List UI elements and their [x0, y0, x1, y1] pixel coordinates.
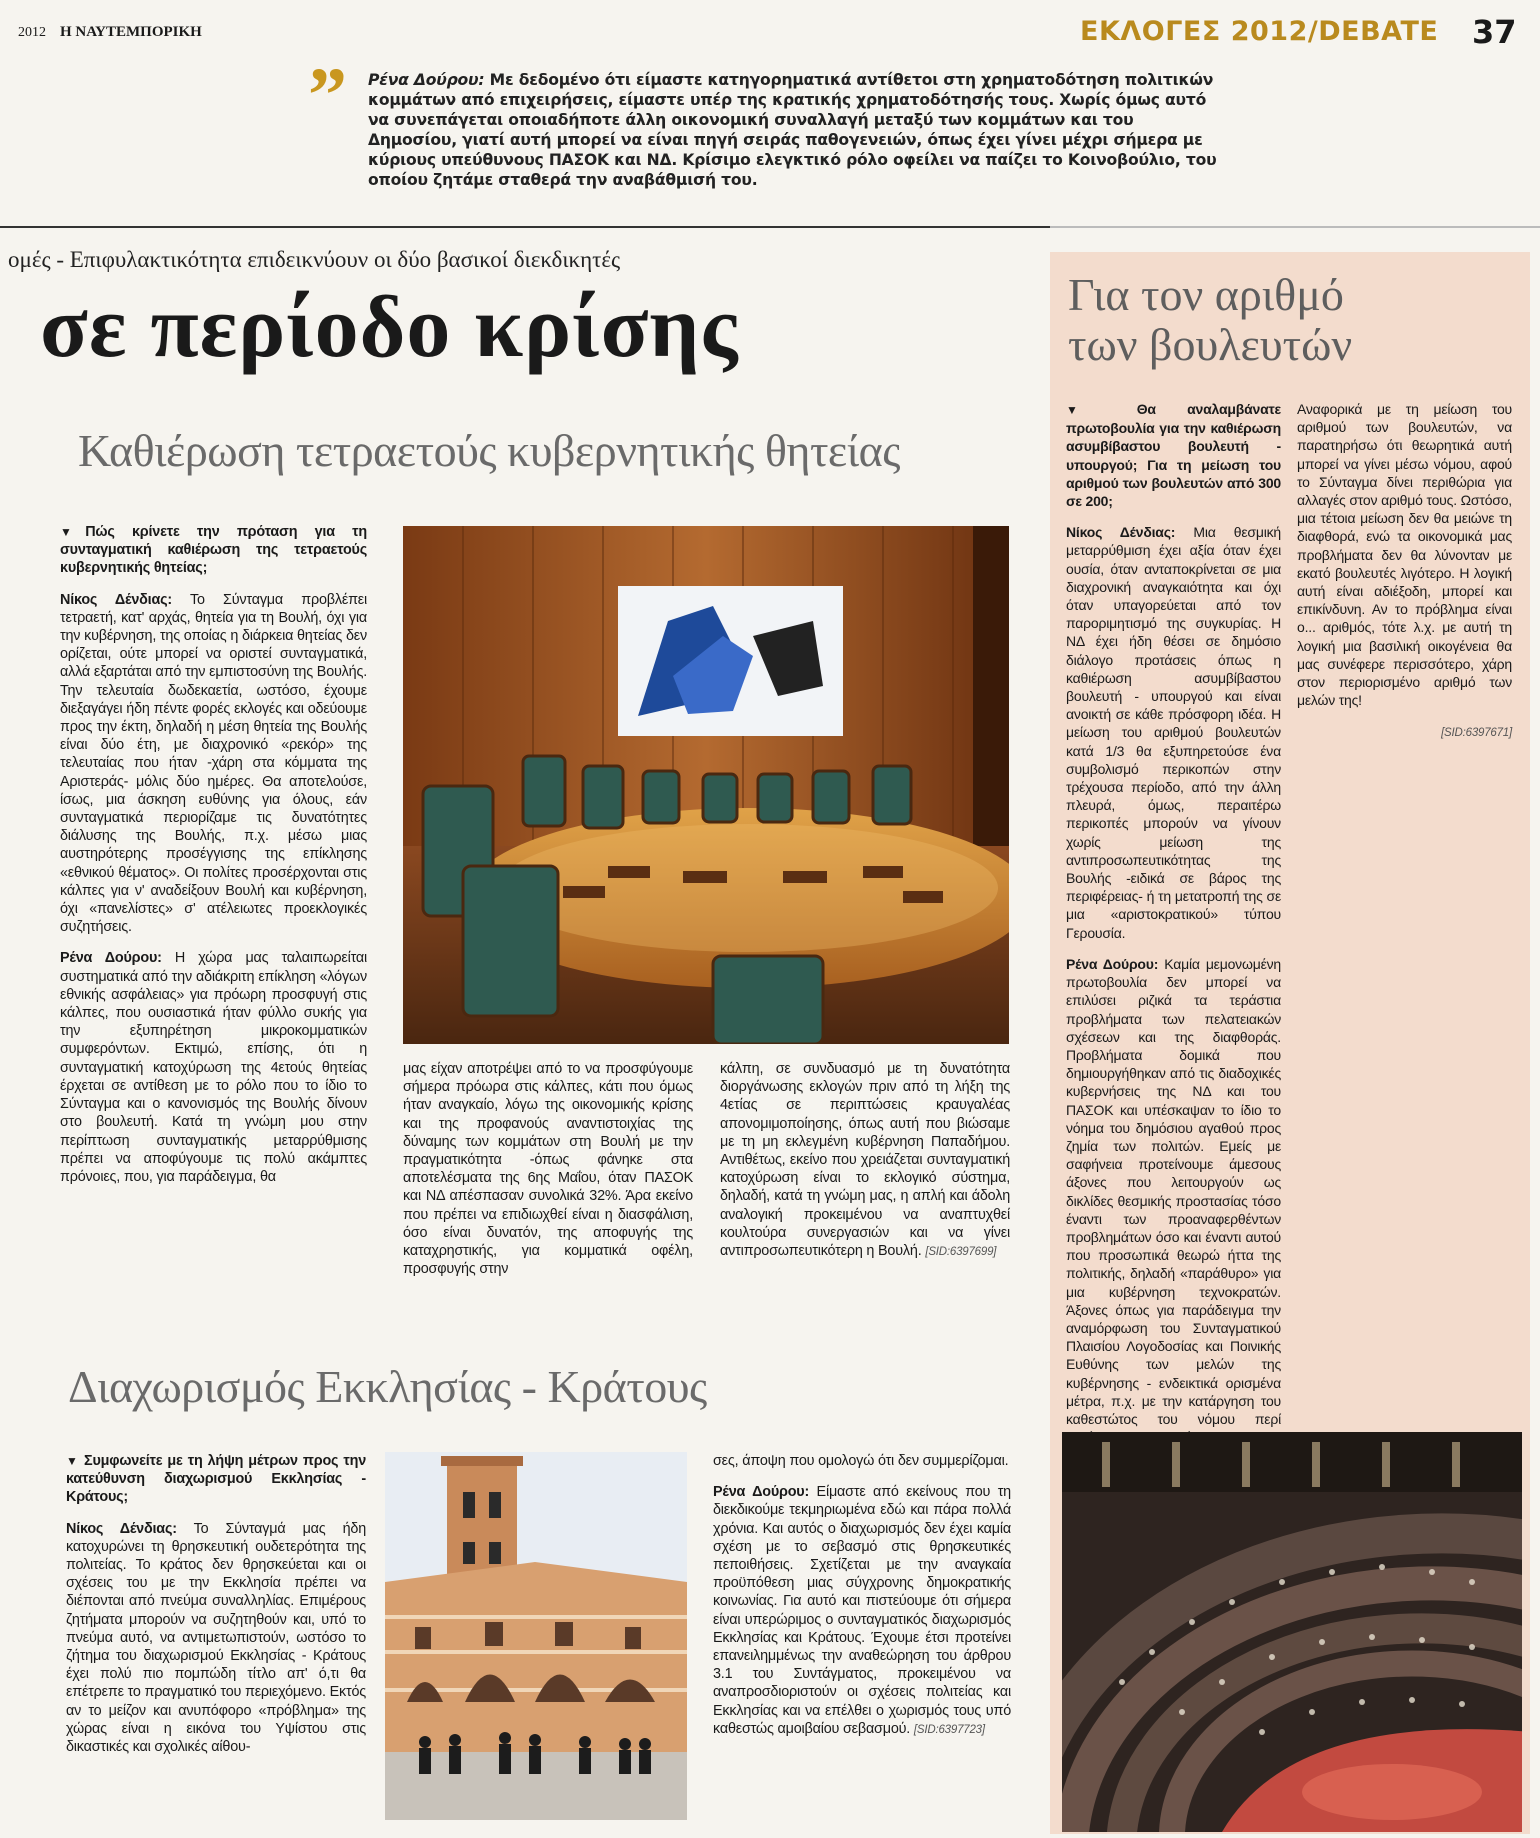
header-paper-name: Η ΝΑΥΤΕΜΠΟΡΙΚΗ [60, 24, 202, 40]
sidebar-box [1050, 252, 1530, 1834]
question-marker-icon: ▼ [66, 1454, 79, 1468]
answer-text: Αναφορικά με τη μείωση του αριθμού των βουλευτών, να παρατηρήσω ότι θεωρητικά αυτή μπορεί να γίνει μέσω νόμου, αφού το Σύνταγμα δίνει περιθώρια για αλλαγές στον αριθμό τους. Ωστόσο, μια τέτοια μείωση δεν θα μειώνε τη διαφθορά, ενώ τα οικονομικά μας προβλήματα δεν θα λύνονταν με εκατό βουλευτές λιγότερο. Η λογική αυτή είναι αδιέξοδη, μπορεί και επικίνδυνη. Αν το πρόβλημα είναι ο... αριθμός, τότε λ.χ. με αυτή τη λογική μια βασιλική οικογένεια θα μας συνέφερε περισσότερο, χάρη στον περιορισμένο αριθμό των μελών της! [1297, 401, 1512, 709]
pullquote [300, 51, 1220, 190]
question-marker-icon: ▼ [1066, 403, 1106, 417]
question: Θα αναλαμβάνατε πρωτοβουλία για την καθιέρωση ασυμβίβαστου βουλευτή - υπουργού; Για τη μείωση του αριθμού των βουλευτών από 300 σε 200; [1066, 401, 1281, 510]
sid-reference: [SID:6397671] [1441, 727, 1512, 740]
pullquote-speaker: Ρένα Δούρου: [368, 71, 485, 89]
question: Πώς κρίνετε την πρόταση για τη συνταγματική καθιέρωση της τετραετούς κυβερνητικής θητείας; [60, 524, 367, 577]
pullquote-text: Με δεδομένο ότι είμαστε κατηγορηματικά αντίθετοι στη χρηματοδότηση πολιτικών κομμάτων από επιχειρήσεις, είμαστε υπέρ της κρατικής χρηματοδότησής τους. Χωρίς όμως αυτό να συνεπάγεται οποιαδήποτε άλλη οικονομική συναλλαγή μεταξύ των κομμάτων και του Δημοσίου, γιατί αυτή μπορεί να είναι πηγή σειράς παθογενειών, όπως έχει γίνει μέχρι σήμερα με κύριους υπεύθυνους ΠΑΣΟΚ και ΝΔ. Κρίσιμο ελεγκτικό ρόλο οφείλει να παίζει το Κοινοβούλιο, του οποίου ζητάμε σταθερά την αναβάθμισή του. [368, 71, 1217, 189]
church-illustration [385, 1452, 687, 1820]
header-page-number: 37 [1472, 13, 1517, 51]
sidebar-title-line: Για τον αριθμό [1068, 269, 1344, 320]
article-column [403, 1060, 693, 1291]
answer-text: Το Σύνταγμα προβλέπει τετραετή, κατ' αρχάς, θητεία για τη Βουλή, όχι για την κυβέρνηση, της οποίας η διάρκεια θητείας δεν ορίζεται, ούτε μπορεί να οριστεί συνταγματικά, αλλά εξαρτάται από την εμπιστοσύνη της Βουλής. Την τελευταία δωδεκαετία, ωστόσο, έχουμε διεξαγάγει ήδη πέντε φορές εκλογές και οδεύουμε προς την έκτη, δηλαδή η μέση θητεία της Βουλής είναι δύο έτη, με διαχρονικό «ρεκόρ» της τελευταίας που ήταν -χάρη στα κόμματα της Αριστεράς- μόλις δύο ημέρες. Θα αποτελούσε, ίσως, μια άσκηση ευθύνης για όλους, εάν συνταγματικά περιορίζαμε τις δυνατότητες διάλυσης της Βουλής, π.χ. μέσω μιας αυστηρότερης προσέγγισης της επίκλησης «εθνικού θέματος». Οι πολίτες προσέρχονται στις κάλπες για ν' αναδείξουν Βουλή και κυβέρνηση, όχι «πανελίστες» σ' ατέλειωτες προεκλογικές συζητήσεις. [60, 591, 368, 936]
article-column [720, 1060, 1010, 1274]
speaker-name: Ρένα Δούρου: [1066, 955, 1159, 972]
header-year: 2012 [18, 25, 46, 40]
answer-text: Καμία μεμονωμένη πρωτοβουλία δεν μπορεί να επιλύσει ριζικά τα τεράστια προβλήματα των πελατειακών σχέσεων και της διαφθοράς. Προβλήματα δομικά που δημιουργήθηκαν από τις διαδοχικές κυβερνήσεις της ΝΔ και του ΠΑΣΟΚ και υπέσκαψαν το ίδιο το νόημα του δημόσιου αγαθού προς ζημία των πολιτών. Εμείς με σαφήνεια προτείνουμε άμεσους άξονες που λειτουργούν ως δικλίδες θεσμικής προστασίας τόσο έναντι των προαναφερθέντων προβλημάτων όσο και έναντι αυτού που προσωπικά θεωρώ ήττα της πολιτικής, δηλαδή «παράθυρο» για μια κυβέρνηση τεχνοκρατών. Άξονες όπως για παράδειγμα την αναμόρφωση του Συνταγματικού Πλαισίου Λογοδοσίας και Ποινικής Ευθύνης των μελών της κυβέρνησης - ενδεικτικά ορισμένα μέτρα, π.χ. με την κατάργηση του καθεστώτος του νόμου περί [1066, 955, 1281, 1427]
header-section: ΕΚΛΟΓΕΣ 2012/DEBATE [1080, 16, 1439, 47]
sid-reference: [SID:6397699] [925, 1246, 997, 1259]
speaker-name: Ρένα Δούρου: [713, 1484, 810, 1501]
sidebar-title [1068, 270, 1352, 370]
page-header [0, 15, 1540, 55]
section-heading: Διαχωρισμός Εκκλησίας - Κράτους [68, 1361, 707, 1412]
answer-text: Είμαστε από εκείνους που τη διεκδικούμε τεκμηριωμένα εδώ και πάρα πολλά χρόνια. Και αυτός ο διαχωρισμός δεν έχει καμία σχέση με το σεβασμό στις θρησκευτικές πεποιθήσεις. Σχετίζεται με την αναγκαία προϋπόθεση μιας σύγχρονης δημοκρατικής κοινωνίας. Για αυτό και πιστεύουμε ότι σήμερα είναι υπερώριμος ο συνταγματικός διαχωρισμός Εκκλησίας και Κράτους. Έχουμε έτσι προτείνει επανειλημμένως την αναθεώρηση του άρθρου 3.1 του Συντάγματος, προκειμένου να αναπροσδιοριστούν οι σχέσεις πολιτείας και Εκκλησίας και να επέλθει ο χωρισμός τους υπό καθεστώς αμοιβαίου σεβασμού. [713, 1484, 1011, 1737]
sidebar-column [1297, 400, 1512, 756]
answer-text: μας είχαν αποτρέψει από το να προσφύγουμε σήμερα πρόωρα στις κάλπες, κάτι που όμως ήταν αναγκαίο, λόγω της οικονομικής κρίσης και της προφανούς αναντιστοιχίας της δύναμης των κομμάτων στη Βουλή με την πραγματικότητα -όπως φάνηκε στα αποτελέσματα της 6ης Μαΐου, όταν ΠΑΣΟΚ και ΝΔ απέσπασαν συνολικά 32%. Άρα εκείνο που πρέπει να επιδιωχθεί είναι η διασφάλιση, όσο είναι δυνατόν, της αποφυγής της καταχρηστικής, για κομματικά οφέλη, προσφυγής στην [403, 1061, 693, 1278]
sid-reference: [SID:6397723] [913, 1723, 985, 1736]
speaker-name: Νίκος Δένδιας: [1066, 524, 1176, 541]
sidebar-title-line: των βουλευτών [1068, 319, 1353, 370]
church-photo [385, 1452, 687, 1820]
answer-text: Το Σύνταγμά μας ήδη κατοχυρώνει τη θρησκευτική ουδετερότητα της πολιτείας. Το κράτος δεν θρησκεύεται και οι σχέσεις του με την Εκκλησία πρέπει να διέπονται από πνεύμα συναλληλίας. Επιμέρους ζητήματα μπορούν να συζητηθούν και, υπό το πνεύμα αυτό, να αντιμετωπιστούν, ωστόσο το ζήτημα του διαχωρισμού Εκκλησίας - Κράτους έχει πολύ πιο πομπώδη τίτλο απ' ό,τι θα επέτρεπε το πραγματικό του περιεχόμενο. Εκτός αν το μείζον και ανυπόφορο «πρόβλημα» της χώρας είναι η εικόνα του Υψίστου στις δικαστικές και σχολικές αίθου- [66, 1520, 367, 1756]
article-column [66, 1452, 366, 1769]
question: Συμφωνείτε με τη λήψη μέτρων προς την κατεύθυνση διαχωρισμού Εκκλησίας - Κράτους; [66, 1453, 366, 1506]
parliament-illustration [1062, 1432, 1522, 1832]
article-title: σε περίοδο κρίσης [40, 279, 739, 376]
parliament-photo [1062, 1432, 1522, 1832]
answer-text: σες, άποψη που ομολογώ ότι δεν συμμερίζομαι. [713, 1453, 1009, 1469]
article-column [60, 523, 367, 1199]
section-heading: Καθιέρωση τετραετούς κυβερνητικής θητείας [78, 425, 900, 476]
answer-text: κάλπη, σε συνδυασμό με τη δυνατότητα διοργάνωσης εκλογών πριν από τη λήξη της 4ετίας σε περιπτώσεις κραυγαλέας απονομιμοποίησης, όπως αυτή που βιώσαμε με τη μη εκλεγμένη κυβέρνηση Παπαδήμου. Αντιθέτως, εκείνο που χρειάζεται συνταγματική κατοχύρωση είναι το εκλογικό σύστημα, δηλαδή, κατά τη γνώμη μας, η απλή και άδολη αναλογική προκειμένου να αναπτυχθεί κουλτούρα συνεργασιών και να γίνει αντιπροσωπευτικότερη η Βουλή. [720, 1061, 1010, 1260]
question-marker-icon: ▼ [60, 525, 86, 539]
meeting-room-photo [403, 526, 1009, 1044]
meeting-room-illustration [403, 526, 1009, 1044]
quote-mark-icon: ” [308, 51, 347, 138]
answer-text: Μια θεσμική μεταρρύθμιση έχει αξία όταν έχει ουσία, όταν ανταποκρίνεται σε μια διαχρονική αναγκαιότητα και όχι όταν υπαγορεύεται από τον παροριμητισμό της συγκυρίας. Η ΝΔ έχει ήδη θέσει σε δημόσιο διάλογο προτάσεις όπως η καθιέρωση ασυμβίβαστου βουλευτή - υπουργού και είναι ανοικτή σε κάθε πρόσφορη ιδέα. Η μείωση του αριθμού βουλευτών κατά 1/3 θα εξυπηρετούσε ένα συμβολισμό περικοπών στην τρέχουσα περίοδο, από την άλλη πλευρά, όμως, περαιτέρω περικοπές μπορούν να γίνουν χωρίς μείωση της αντιπροσωπευτικότητας της Βουλής -ειδικά σε βάρος της περιφέρειας- ή τη μετατροπή της σε μια «αριστοκρατικού» τύπου Γερουσία. [1066, 524, 1281, 941]
speaker-name: Νίκος Δένδιας: [66, 1520, 177, 1537]
speaker-name: Νίκος Δένδιας: [60, 591, 173, 608]
article-kicker: ομές - Επιφυλακτικότητα επιδεικνύουν οι δύο βασικοί διεκδικητές [8, 247, 621, 272]
article-column [713, 1452, 1011, 1752]
answer-text: Η χώρα μας ταλαιπωρείται συστηματικά από την αδιάκριτη επίκληση «λόγων εθνικής ασφάλειας» για πρόωρη προσφυγή στις κάλπες, που ουσιαστικά ήταν φύλλο συκής για την εξυπηρέτηση μικροκομματικών συμφερόντων. Εκτιμώ, επίσης, ότι η συνταγματική κατοχύρωση της 4ετούς θητείας έρχεται σε αντίθεση με το ρόλο που το ίδιο το Σύνταγμα και ο κανονισμός της Βουλής δίνουν στο βουλευτή. Κατά τη γνώμη μου στην περίπτωση συνταγματικής μεταρρύθμισης πρέπει να αποφύγουμε τις πολύ ακάμπτες πρόνοιες, που, για παράδειγμα, θα [60, 950, 367, 1185]
divider [1050, 226, 1540, 228]
speaker-name: Ρένα Δούρου: [60, 950, 162, 967]
divider [0, 226, 1050, 228]
